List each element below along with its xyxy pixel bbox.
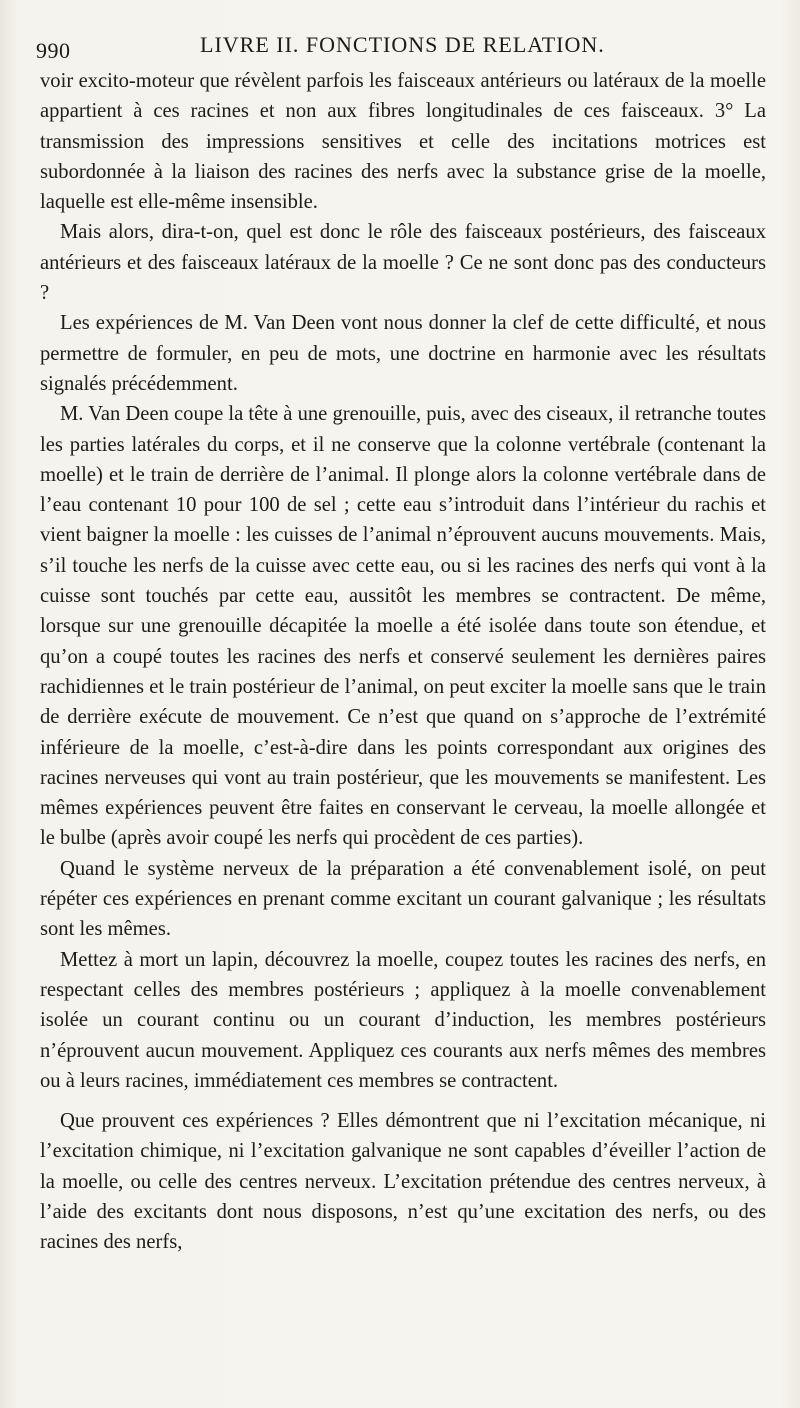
running-head	[36, 26, 766, 66]
page-number: 990	[36, 38, 71, 63]
paragraph-galvanic: Quand le système nerveux de la préparation a été convenablement isolé, on peut répéter ces expériences en prenant comme excitant un courant galvanique ; les résultats sont les mêmes.	[40, 857, 766, 941]
paper-speck	[612, 318, 615, 321]
paragraph-question: Mais alors, dira-t-on, quel est donc le rôle des faisceaux postérieurs, des faisceaux antérieurs et des faisceaux latéraux de la moelle ? Ce ne sont donc pas des conducteurs ?	[40, 221, 766, 305]
paragraph-frog-experiment: M. Van Deen coupe la tête à une grenouille, puis, avec des ciseaux, il retranche toutes les parties latérales du corps, et il ne conserve que la colonne vertébrale (contenant la moelle) et le train de derrière de l’animal. Il plonge alors la colonne vertébrale dans de l’eau contenant 10 pour 100 de sel ; cette eau s’introduit dans l’intérieur du rachis et vient baigner la moelle : les cuisses de l’animal n’éprouvent aucuns mouvements. Mais, s’il touche les nerfs de la cuisse avec cette eau, ou si les racines des nerfs qui vont à la cuisse sont touchés par cette eau, aussitôt les membres se contractent. De même, lorsque sur une grenouille décapitée la moelle a été isolée dans toute son étendue, et qu’on a coupé toutes les racines des nerfs et conservé seulement les dernières paires rachidiennes et le train postérieur de l’animal, on peut exciter la moelle sans que le train de derrière exécute de mouvement. Ce n’est que quand on s’approche de l’extrémité inférieure de la moelle, c’est-à-dire dans les points correspondant aux origines des racines nerveuses qui vont au train postérieur, que les mouvements se manifestent. Les mêmes expériences peuvent être faites en conservant le cerveau, la moelle allongée et le bulbe (après avoir coupé les nerfs qui procèdent de ces parties).	[40, 403, 766, 850]
paper-speck	[702, 1188, 705, 1190]
paragraph-rabbit-experiment: Mettez à mort un lapin, découvrez la moelle, coupez toutes les racines des nerfs, en respectant celles des membres postérieurs ; appliquez à la moelle convenablement isolée un courant continu ou un courant d’induction, les membres postérieurs n’éprouvent aucun mouvement. Appliquez ces courants aux nerfs mêmes des membres ou à leurs racines, immédiatement ces membres se contractent.	[40, 948, 766, 1092]
body-text	[40, 66, 766, 1258]
paragraph-van-deen-intro: Les expériences de M. Van Deen vont nous donner la clef de cette difficulté, et nous permettre de formuler, en peu de mots, une doctrine en harmonie avec les résultats signalés précédemment.	[40, 312, 766, 395]
paper-speck	[88, 930, 90, 932]
paragraph-continuation: voir excito-moteur que révèlent parfois les faisceaux antérieurs ou latéraux de la moelle appartient à ces racines et non aux fibres longitudinales de ces faisceaux. 3° La transmission des impressions sensitives et celle des incitations motrices est subordonnée à la liaison des racines des nerfs avec la substance grise de la moelle, laquelle est elle-même insensible.	[40, 70, 766, 214]
paragraph-conclusion: Que prouvent ces expériences ? Elles démontrent que ni l’excitation mécanique, ni l’excitation chimique, ni l’excitation galvanique ne sont capables d’éveiller l’action de la moelle, ou celle des centres nerveux. L’excitation prétendue des centres nerveux, à l’aide des excitants dont nous disposons, n’est qu’une excitation des nerfs, ou des racines des nerfs,	[40, 1110, 766, 1254]
running-title: LIVRE II. FONCTIONS DE RELATION.	[200, 32, 605, 57]
